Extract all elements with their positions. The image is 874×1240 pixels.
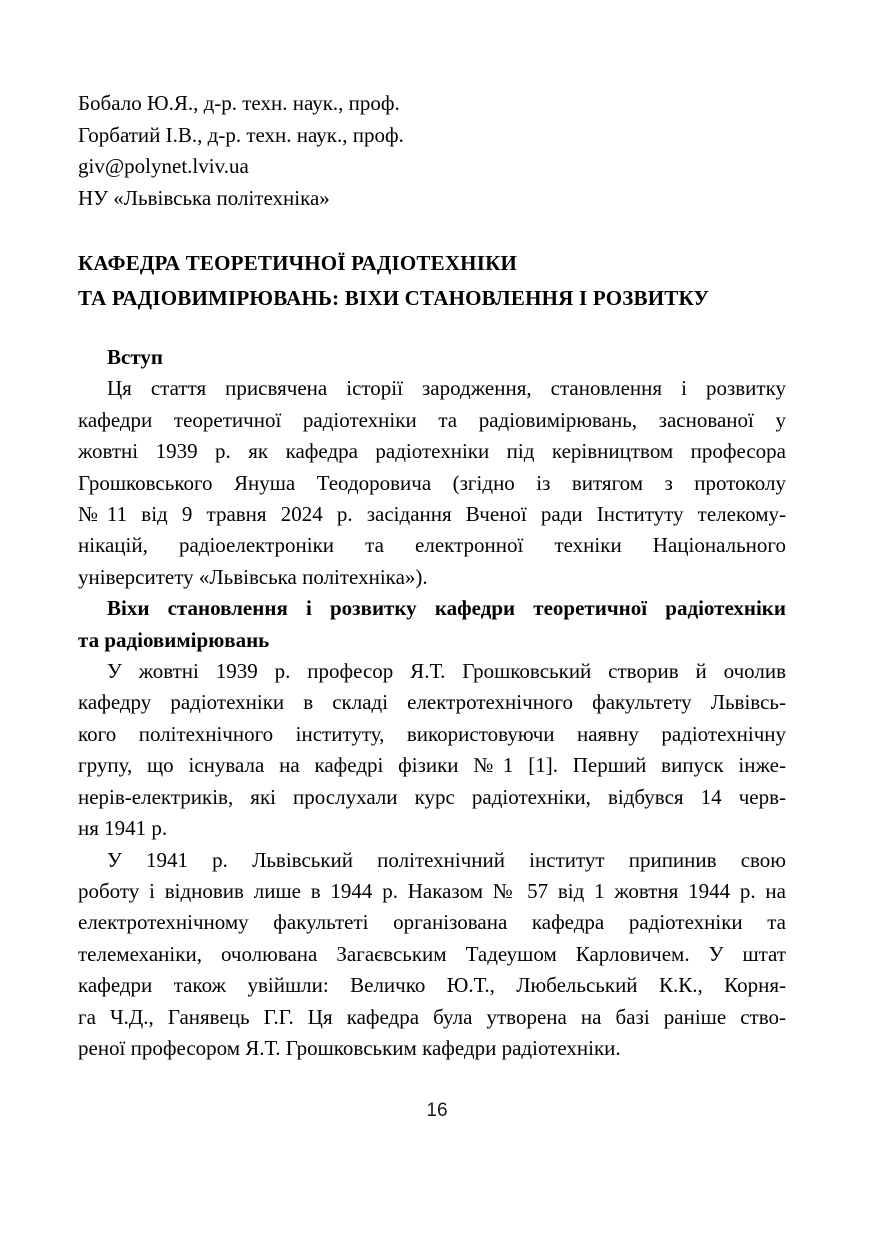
paragraph-line: кафедри також увійшли: Величко Ю.Т., Любельський К.К., Корня- bbox=[78, 973, 786, 998]
content bbox=[78, 342, 786, 1064]
paragraph-line: кафедри теоретичної радіотехніки та радіовимірювань, заснованої у bbox=[78, 407, 786, 432]
paragraph-line: У жовтні 1939 р. професор Я.Т. Грошковський створив й очолив bbox=[107, 659, 786, 684]
author-affiliation: НУ «Львівська політехніка» bbox=[78, 185, 330, 210]
paragraph-line: роботу і відновив лише в 1944 р. Наказом № 57 від 1 жовтня 1944 р. на bbox=[78, 878, 786, 903]
paragraph-line: реної професором Я.Т. Грошковським кафедри радіотехніки. bbox=[78, 1035, 621, 1060]
author-line: Горбатий І.В., д-р. техн. наук., проф. bbox=[78, 122, 404, 147]
section-heading-line: та радіовимірювань bbox=[78, 627, 270, 652]
paragraph-line: кого політехнічного інституту, використовуючи наявну радіотехнічну bbox=[78, 721, 786, 746]
paragraph-line: №11 від 9 травня 2024 р. засідання Вченої ради Інституту телекому- bbox=[78, 502, 786, 527]
paragraph-line: ня 1941 р. bbox=[78, 816, 168, 841]
paragraph-line: університету «Львівська політехніка»). bbox=[78, 564, 428, 589]
paragraph-line: жовтні 1939 р. як кафедра радіотехніки під керівництвом професора bbox=[78, 439, 786, 464]
paragraph-line: Грошковського Януша Теодоровича (згідно із витягом з протоколу bbox=[78, 470, 786, 495]
page-title-line: ТА РАДІОВИМІРЮВАНЬ: ВІХИ СТАНОВЛЕННЯ І РОЗВИТКУ bbox=[78, 286, 710, 310]
paragraph-line: га Ч.Д., Ганявець Г.Г. Ця кафедра була утворена на базі раніше ство- bbox=[78, 1004, 786, 1029]
paragraph-line: нікацій, радіоелектроніки та електронної техніки Національного bbox=[78, 533, 786, 558]
paragraph-line: нерів-електриків, які прослухали курс радіотехніки, відбувся 14 черв- bbox=[78, 784, 786, 809]
page-title-line: КАФЕДРА ТЕОРЕТИЧНОЇ РАДІОТЕХНІКИ bbox=[78, 251, 518, 275]
section-heading-line: Віхи становлення і розвитку кафедри теоретичної радіотехніки bbox=[107, 596, 786, 621]
author-email: giv@polynet.lviv.ua bbox=[78, 154, 249, 178]
paragraph-line: групу, що існувала на кафедрі фізики №1 [1]. Перший випуск інже- bbox=[78, 753, 786, 778]
paragraph-line: Ця стаття присвячена історії зародження, становлення і розвитку bbox=[107, 376, 786, 401]
paragraph-line: У 1941 р. Львівський політехнічний інститут припинив свою bbox=[107, 847, 786, 872]
author-line: Бобало Ю.Я., д-р. техн. наук., проф. bbox=[78, 91, 400, 115]
page-title bbox=[78, 246, 786, 316]
paragraph-line: електротехнічному факультеті організована кафедра радіотехніки та bbox=[78, 910, 786, 935]
section-heading-line: Вступ bbox=[107, 345, 163, 369]
author-block bbox=[78, 88, 786, 214]
paragraph-line: кафедру радіотехніки в складі електротехнічного факультету Львівсь- bbox=[78, 690, 786, 715]
paragraph-line: телемеханіки, очолювана Загаєвським Тадеушом Карловичем. У штат bbox=[78, 941, 786, 966]
page-number: 16 bbox=[426, 1100, 448, 1121]
